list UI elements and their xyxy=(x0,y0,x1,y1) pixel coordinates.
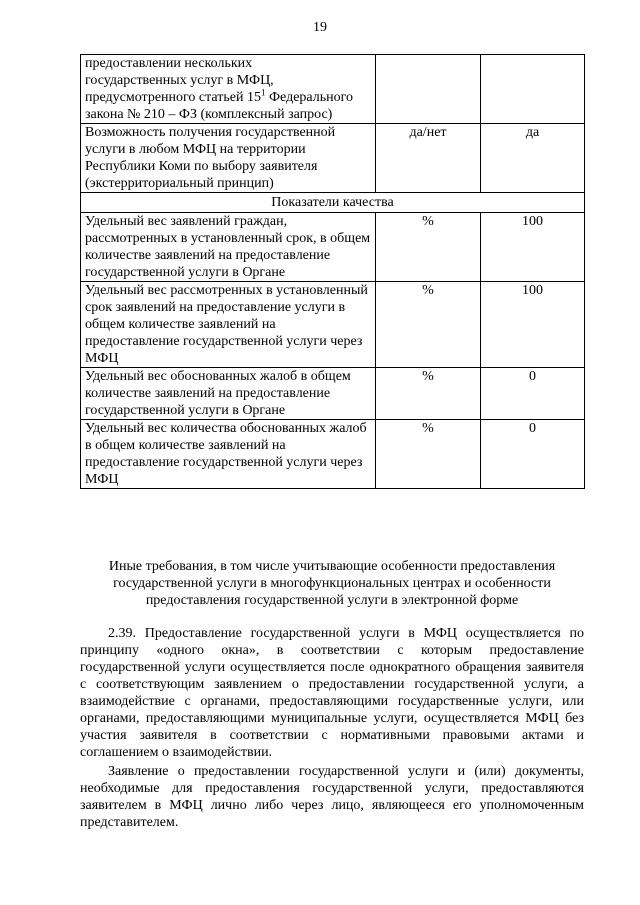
page-number: 19 xyxy=(313,20,327,35)
row-unit: % xyxy=(376,213,481,282)
table-row xyxy=(81,213,585,282)
section-title: Показатели качества xyxy=(81,193,585,213)
row-value: да xyxy=(481,124,585,193)
row-unit xyxy=(376,55,481,124)
footnote-superscript: 1 xyxy=(260,87,266,98)
row-unit: % xyxy=(376,420,481,489)
row-description: Удельный вес заявлений граждан, рассмотренных в установленный срок, в общем количестве заявлений на предоставление государственной услуги в Органе xyxy=(81,213,376,282)
row-description: Удельный вес количества обоснованных жалоб в общем количестве заявлений на предоставление государственной услуги через МФЦ xyxy=(81,420,376,489)
row-description: Удельный вес рассмотренных в установленный срок заявлений на предоставление услуги в общем количестве заявлений на предоставление государственной услуги через МФЦ xyxy=(81,282,376,368)
row-value xyxy=(481,55,585,124)
paragraph: Заявление о предоставлении государственной услуги и (или) документы, необходимые для предоставления государственной услуги, предоставляются заявителем в МФЦ лично либо через лицо, являющееся его уполномоченным представителем. xyxy=(80,764,584,830)
row-unit: да/нет xyxy=(376,124,481,193)
row-description: Возможность получения государственной услуги в любом МФЦ на территории Республики Коми по выбору заявителя (экстерриториальный принцип) xyxy=(81,124,376,193)
row-unit: % xyxy=(376,368,481,420)
paragraph: 2.39. Предоставление государственной услуги в МФЦ осуществляется по принципу «одного окна», в соответствии с которым предоставление государственной услуги осуществляется после однократного обращения заявителя с соответствующим заявлением о предоставлении государственной услуги, а взаимодействие с органами, предоставляющими государственные услуги, или органами, предоставляющими муниципальные услуги, осуществляется МФЦ без участия заявителя в соответствии с нормативными правовыми актами и соглашением о взаимодействии. xyxy=(80,626,584,760)
row-value: 100 xyxy=(481,213,585,282)
table-row xyxy=(81,55,585,124)
row-unit: % xyxy=(376,282,481,368)
row-value: 0 xyxy=(481,420,585,489)
table-row xyxy=(81,368,585,420)
row-value: 0 xyxy=(481,368,585,420)
section-header-row xyxy=(81,193,585,213)
row-description: Удельный вес обоснованных жалоб в общем количестве заявлений на предоставление государственной услуги в Органе xyxy=(81,368,376,420)
row-description: предоставлении нескольких государственных услуг в МФЦ, предусмотренного статьей $15^1$ Федерального закона № 210 – ФЗ (комплексный запрос) xyxy=(81,55,376,124)
table-row xyxy=(81,282,585,368)
table-row xyxy=(81,420,585,489)
section-heading: Иные требования, в том числе учитывающие особенности предоставления государственной услуги в многофункциональных центрах и особенности предоставления государственной услуги в электронной форме xyxy=(108,559,556,608)
table-row xyxy=(81,124,585,193)
row-value: 100 xyxy=(481,282,585,368)
indicators-table xyxy=(80,54,585,489)
